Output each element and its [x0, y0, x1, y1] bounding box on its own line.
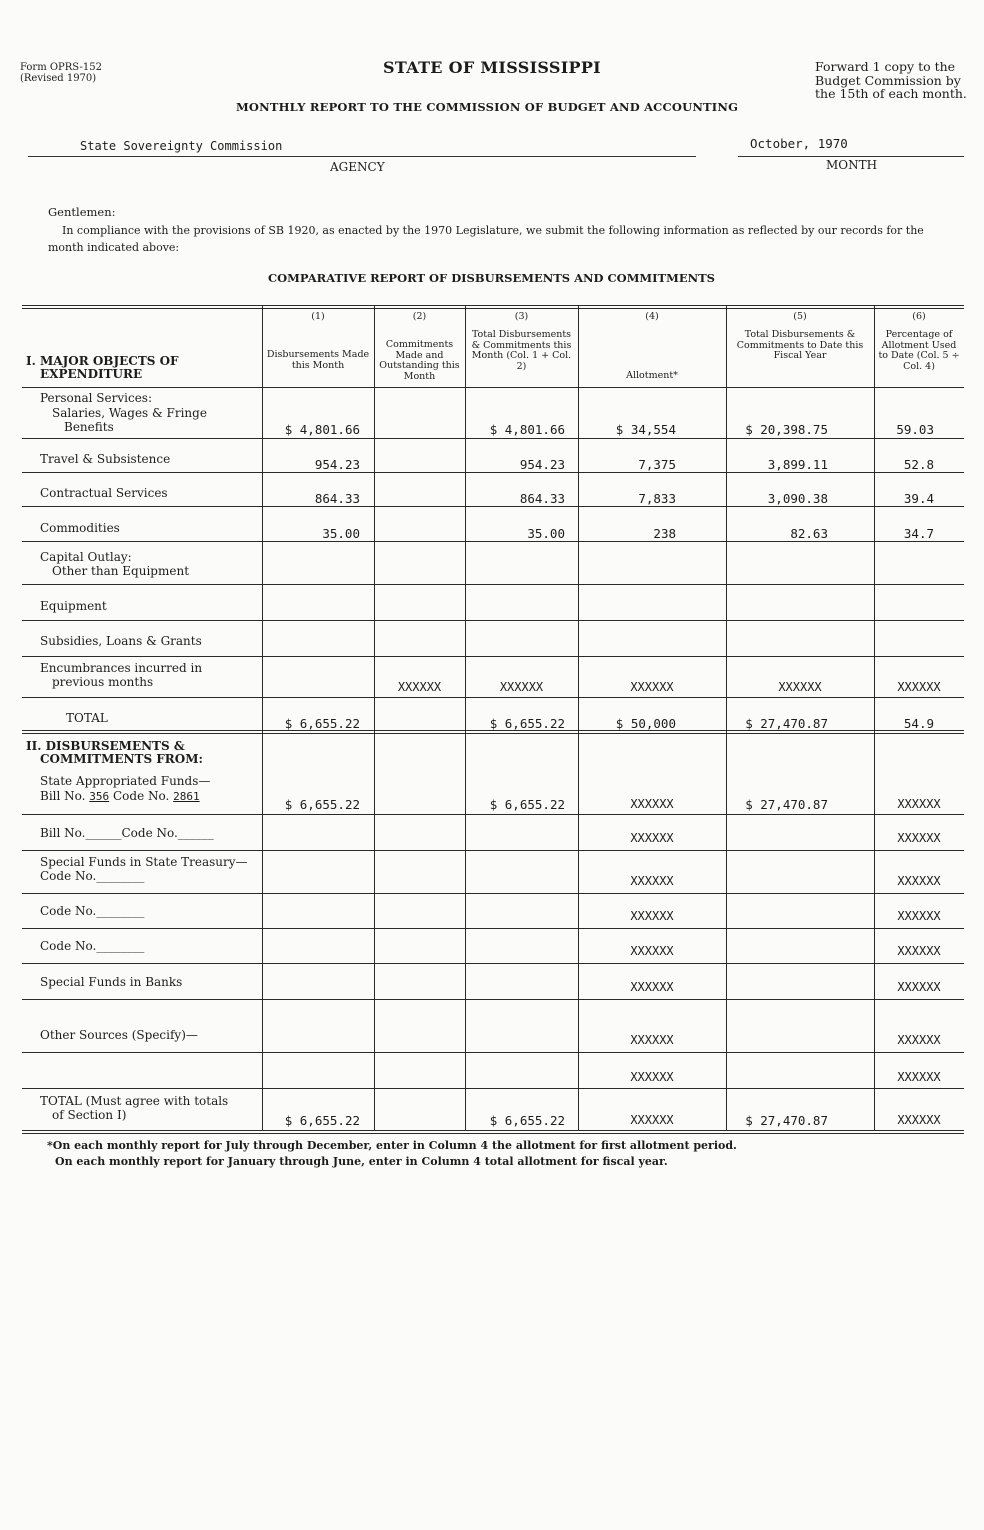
- section-2-row-2-label: Bill No.______Code No.______: [40, 826, 214, 840]
- comparative-report-title: COMPARATIVE REPORT OF DISBURSEMENTS AND COMMITMENTS: [268, 271, 715, 285]
- section-2-row-8-col-6[interactable]: XXXXXX: [897, 1070, 941, 1084]
- footnote-line-2: On each monthly report for January through June, enter in Column 4 total allotment for fiscal year.: [55, 1155, 668, 1168]
- state-title: STATE OF MISSISSIPPI: [383, 58, 601, 77]
- section-1-row-9-col-3[interactable]: $ 6,655.22: [489, 716, 565, 731]
- footnote-line-1: *On each monthly report for July through December, enter in Column 4 the allotment for first allotment period.: [47, 1139, 737, 1152]
- month-label: MONTH: [826, 158, 878, 172]
- table-top-border: [22, 305, 964, 306]
- section-1-row-3-col-5[interactable]: 3,090.38: [767, 491, 828, 506]
- section-1-row-5-label: Capital Outlay: Other than Equipment: [40, 549, 190, 578]
- bill-number[interactable]: 356: [89, 789, 110, 803]
- section-2-row-9-col-4[interactable]: XXXXXX: [630, 1113, 674, 1127]
- month-field[interactable]: October, 1970: [750, 136, 848, 151]
- section-2-row-5-border: [22, 963, 964, 964]
- section-1-row-8-col-4[interactable]: XXXXXX: [630, 680, 674, 694]
- section-2-row-7-label: Other Sources (Specify)—: [40, 1028, 198, 1042]
- form-revision: (Revised 1970): [20, 73, 97, 84]
- section-1-row-3-label: Contractual Services: [40, 486, 168, 500]
- section-2-row-4-border: [22, 928, 964, 929]
- section-2-row-1-label: State Appropriated Funds— Bill No. 356 Code No. 2861: [40, 774, 211, 803]
- section-2-row-2-col-4[interactable]: XXXXXX: [630, 831, 674, 845]
- section-1-row-1-label: Personal Services: Salaries, Wages & Fringe Benefits: [40, 391, 207, 434]
- column-4-header: Allotment*: [626, 370, 678, 381]
- table-top-border-2: [22, 308, 964, 309]
- section-1-row-3-col-6[interactable]: 39.4: [903, 491, 934, 506]
- section-1-row-2-col-1[interactable]: 954.23: [314, 457, 360, 472]
- section-1-row-7-border: [22, 656, 964, 657]
- section-divider-2: [22, 733, 964, 734]
- section-1-row-1-col-4[interactable]: $ 34,554: [615, 422, 676, 437]
- section-1-row-1-col-5[interactable]: $ 20,398.75: [745, 422, 828, 437]
- section-1-title: I. MAJOR OBJECTS OF EXPENDITURE: [26, 354, 179, 381]
- section-2-row-1-border: [22, 814, 964, 815]
- section-1-row-4-col-4[interactable]: 238: [653, 526, 676, 541]
- column-6-header: Percentage of Allotment Used to Date (Col. 5 ÷ Col. 4): [878, 329, 960, 372]
- section-2-row-1-col-1[interactable]: $ 6,655.22: [284, 797, 360, 812]
- section-2-title: II. DISBURSEMENTS & COMMITMENTS FROM:: [26, 739, 203, 766]
- section-2-row-6-border: [22, 999, 964, 1000]
- column-3-number: (3): [514, 311, 529, 322]
- section-2-row-5-col-6[interactable]: XXXXXX: [897, 944, 941, 958]
- section-2-row-9-col-1[interactable]: $ 6,655.22: [284, 1113, 360, 1128]
- section-2-row-7-border: [22, 1052, 964, 1053]
- table-bottom-border: [22, 1130, 964, 1131]
- section-2-row-8-border: [22, 1088, 964, 1089]
- section-2-row-8-col-4[interactable]: XXXXXX: [630, 1070, 674, 1084]
- section-2-row-5-col-4[interactable]: XXXXXX: [630, 944, 674, 958]
- section-1-row-3-col-3[interactable]: 864.33: [519, 491, 565, 506]
- section-1-row-8-col-6[interactable]: XXXXXX: [897, 680, 941, 694]
- salutation: Gentlemen:: [48, 205, 116, 219]
- footnote: [47, 1138, 737, 1170]
- section-1-row-8-col-2[interactable]: XXXXXX: [397, 680, 442, 694]
- column-3-header: Total Disbursements & Commitments this Month (Col. 1 + Col. 2): [471, 329, 572, 372]
- table-bottom-border-2: [22, 1133, 964, 1134]
- section-1-row-9-col-1[interactable]: $ 6,655.22: [284, 716, 360, 731]
- column-2-number: (2): [412, 311, 427, 322]
- section-2-row-1-col-6[interactable]: XXXXXX: [897, 797, 941, 811]
- section-1-row-1-col-3[interactable]: $ 4,801.66: [489, 422, 565, 437]
- section-2-row-4-col-4[interactable]: XXXXXX: [630, 909, 674, 923]
- column-1-header: Disbursements Made this Month: [266, 349, 370, 371]
- section-1-row-8-col-3[interactable]: XXXXXX: [499, 680, 544, 694]
- section-2-row-1-col-5[interactable]: $ 27,470.87: [745, 797, 828, 812]
- section-1-row-3-col-4[interactable]: 7,833: [638, 491, 676, 506]
- forward-line-1: Forward 1 copy to the: [815, 59, 956, 74]
- report-title: MONTHLY REPORT TO THE COMMISSION OF BUDGET AND ACCOUNTING: [236, 100, 739, 114]
- section-1-row-2-col-4[interactable]: 7,375: [638, 457, 676, 472]
- section-1-row-1-col-1[interactable]: $ 4,801.66: [284, 422, 360, 437]
- section-2-row-6-label: Special Funds in Banks: [40, 975, 183, 989]
- section-2-row-9-label: TOTAL (Must agree with totals of Section I): [40, 1093, 229, 1122]
- section-1-row-4-border: [22, 541, 964, 542]
- compliance-paragraph: In compliance with the provisions of SB 1920, as enacted by the 1970 Legislature, we submit the following information as reflected by our records for the month indicated above:: [48, 224, 924, 254]
- section-2-row-3-border: [22, 893, 964, 894]
- section-1-row-7-label: Subsidies, Loans & Grants: [40, 634, 202, 648]
- section-2-row-7-col-4[interactable]: XXXXXX: [630, 1033, 674, 1047]
- section-2-row-6-col-6[interactable]: XXXXXX: [897, 980, 941, 994]
- section-2-row-3-col-4[interactable]: XXXXXX: [630, 874, 674, 888]
- month-underline: [738, 156, 964, 157]
- section-1-row-2-col-3[interactable]: 954.23: [519, 457, 565, 472]
- forward-instruction: [815, 60, 975, 101]
- section-2-row-3-label: Special Funds in State Treasury— Code No.________: [40, 854, 248, 883]
- agency-field[interactable]: State Sovereignty Commission: [80, 139, 283, 153]
- section-2-row-9-col-6[interactable]: XXXXXX: [897, 1113, 941, 1127]
- section-1-row-2-border: [22, 472, 964, 473]
- section-1-row-6-border: [22, 620, 964, 621]
- column-1-number: (1): [311, 311, 325, 322]
- section-1-row-9-col-5[interactable]: $ 27,470.87: [745, 716, 828, 731]
- agency-underline: [28, 156, 696, 157]
- section-1-row-4-label: Commodities: [40, 521, 120, 535]
- column-5-header: Total Disbursements & Commitments to Date this Fiscal Year: [736, 329, 864, 361]
- section-1-row-4-col-5[interactable]: 82.63: [790, 526, 828, 541]
- section-2-row-9-col-5[interactable]: $ 27,470.87: [745, 1113, 828, 1128]
- section-2-row-4-label: Code No.________: [40, 904, 145, 918]
- section-2-row-2-border: [22, 850, 964, 851]
- form-number: Form OPRS-152: [20, 62, 102, 73]
- section-1-row-4-col-1[interactable]: 35.00: [322, 526, 360, 541]
- column-4-number: (4): [645, 311, 659, 322]
- column-2-header: Commitments Made and Outstanding this Month: [379, 339, 460, 382]
- agency-label: AGENCY: [330, 160, 385, 174]
- header-bottom-border: [22, 387, 964, 388]
- section-2-row-7-col-6[interactable]: XXXXXX: [897, 1033, 941, 1047]
- forward-line-2: Budget Commission by: [815, 72, 961, 88]
- section-2-row-4-col-6[interactable]: XXXXXX: [897, 909, 941, 923]
- section-1-row-3-col-1[interactable]: 864.33: [314, 491, 360, 506]
- section-2-row-5-label: Code No.________: [40, 939, 145, 953]
- section-1-row-2-col-6[interactable]: 52.8: [903, 457, 934, 472]
- section-2-row-6-col-4[interactable]: XXXXXX: [630, 980, 674, 994]
- column-5-number: (5): [793, 311, 807, 322]
- code-number[interactable]: 2861: [173, 789, 200, 803]
- section-1-row-3-border: [22, 506, 964, 507]
- section-1-row-4-col-3[interactable]: 35.00: [527, 526, 565, 541]
- section-1-row-8-label: Encumbrances incurred in previous months: [40, 660, 203, 689]
- section-2-row-1-col-4[interactable]: XXXXXX: [630, 797, 674, 811]
- section-1-row-1-col-6[interactable]: 59.03: [896, 422, 934, 437]
- section-1-row-9-col-4[interactable]: $ 50,000: [615, 716, 676, 731]
- section-1-row-2-col-5[interactable]: 3,899.11: [767, 457, 828, 472]
- section-1-row-4-col-6[interactable]: 34.7: [903, 526, 934, 541]
- section-1-row-9-label: TOTAL: [66, 711, 108, 725]
- section-1-row-6-label: Equipment: [40, 599, 107, 613]
- section-1-row-9-col-6[interactable]: 54.9: [903, 716, 934, 731]
- section-2-row-2-col-6[interactable]: XXXXXX: [897, 831, 941, 845]
- section-1-row-8-border: [22, 697, 964, 698]
- section-2-row-1-col-3[interactable]: $ 6,655.22: [489, 797, 565, 812]
- section-1-row-1-border: [22, 438, 964, 439]
- column-divider-2: [374, 306, 375, 1130]
- forward-line-3: the 15th of each month.: [815, 86, 967, 101]
- section-1-row-2-label: Travel & Subsistence: [40, 452, 171, 466]
- section-2-row-9-col-3[interactable]: $ 6,655.22: [489, 1113, 565, 1128]
- section-2-row-3-col-6[interactable]: XXXXXX: [897, 874, 941, 888]
- section-1-row-5-border: [22, 584, 964, 585]
- section-1-row-8-col-5[interactable]: XXXXXX: [778, 680, 822, 694]
- column-6-number: (6): [912, 311, 926, 322]
